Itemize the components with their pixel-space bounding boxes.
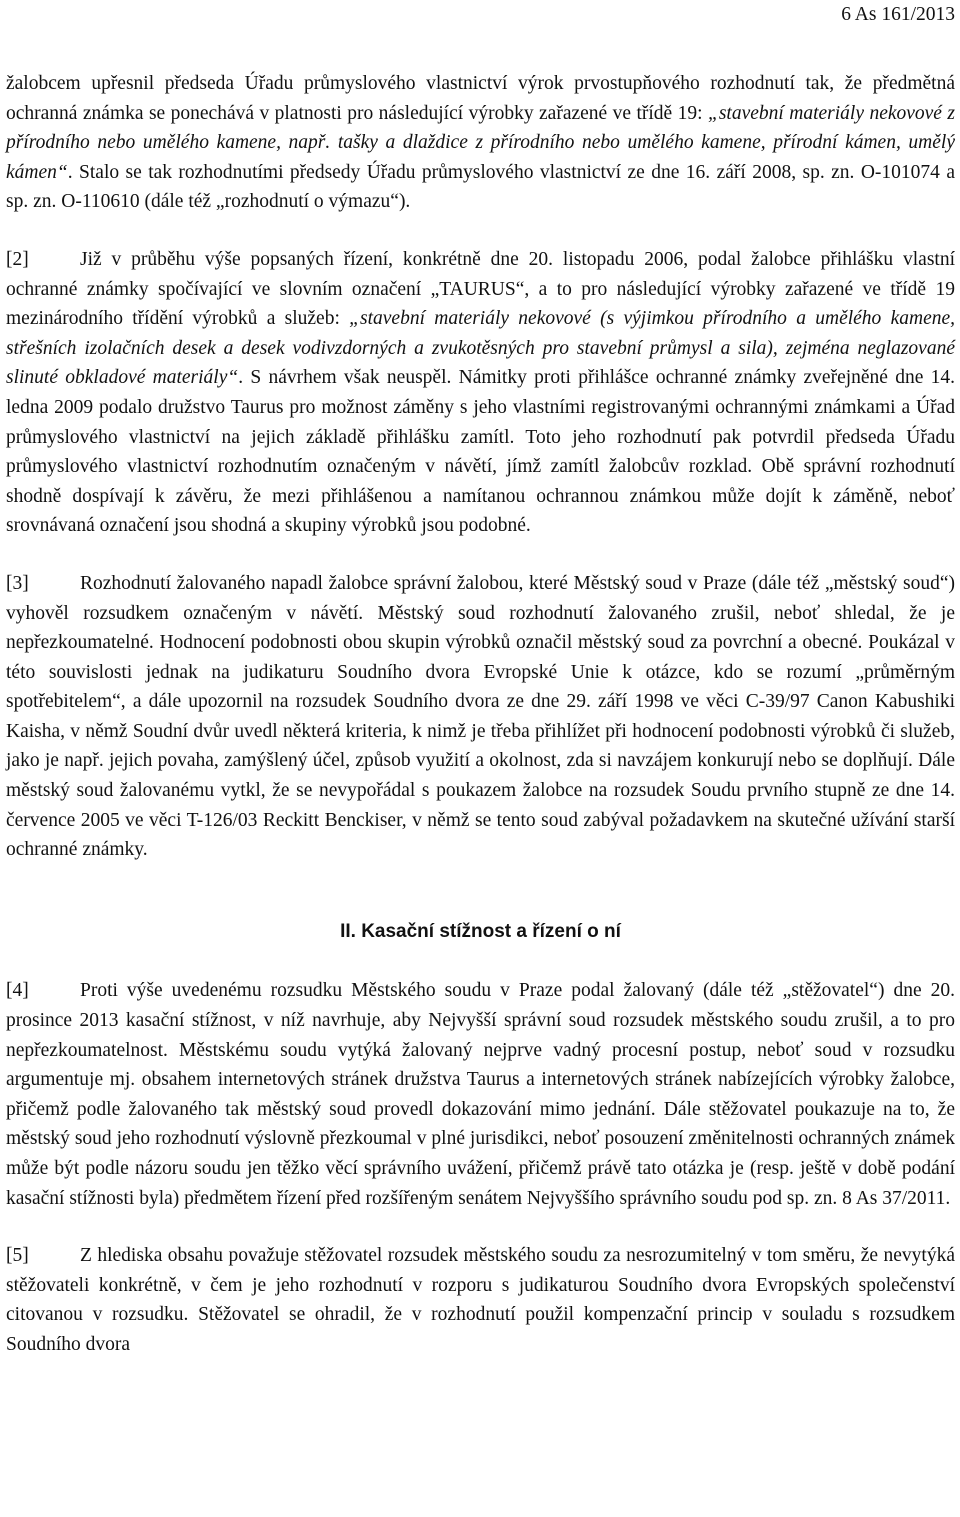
- paragraph-text: . S návrhem však neuspěl. Námitky proti přihlášce ochranné známky zveřejněné dne 14. ledna 2009 podalo družstvo Taurus pro možnost záměny s jeho vlastními registrovanými ochrannými známkami a Úřad průmyslového vlastnictví na jejich základě přihlášku zamítl. Toto jeho rozhodnutí pak potvrdil předseda Úřadu průmyslového vlastnictví rozhodnutím označeným v návětí, jímž zamítl žalobcův rozklad. Obě správní rozhodnutí shodně dospívají k závěru, že mezi přihlášenou a namítanou ochrannou známkou může dojít k záměně, neboť srovnávaná označení jsou shodná a skupiny výrobků jsou podobné.: [6, 367, 955, 537]
- case-number-header: 6 As 161/2013: [841, 4, 955, 25]
- paragraph-continuation: [6, 69, 955, 217]
- paragraph-text: Rozhodnutí žalovaného napadl žalobce správní žalobou, které Městský soud v Praze (dále též „městský soud“) vyhověl rozsudkem označeným v návětí. Městský soud rozhodnutí žalovaného zrušil, neboť shledal, že je nepřezkoumatelné. Hodnocení podobnosti obou skupin výrobků označil městský soud za povrchní a obecné. Poukázal v této souvislosti jednak na judikaturu Soudního dvora Evropské Unie k otázce, kdo se rozumí „průměrným spotřebitelem“, a dále upozornil na rozsudek Soudního dvora ze dne 29. září 1998 ve věci C-39/97 Canon Kabushiki Kaisha, v němž Soudní dvůr uvedl některá kriteria, k nimž je třeba přihlížet při hodnocení podobnosti výrobků či služeb, jako je např. jejich povaha, zamýšlený účel, způsob využití a okolnost, zda si navzájem konkurují nebo se doplňují. Dále městský soud žalovanému vytkl, že se nevypořádal s poukazem žalobce na rozsudek Soudu prvního stupně ze dne 14. července 2005 ve věci T-126/03 Reckitt Benckiser, v němž se tento soud zabýval požadavkem na skutečné užívání starší ochranné známky.: [6, 572, 955, 861]
- paragraph-3: [6, 569, 955, 865]
- paragraph-text: . Stalo se tak rozhodnutími předsedy Úřadu průmyslového vlastnictví ze dne 16. září 2008, sp. zn. O-101074 a sp. zn. O-110610 (dále též „rozhodnutí o výmazu“).: [6, 161, 955, 213]
- paragraph-text: žalobcem upřesnil předseda Úřadu průmyslového vlastnictví výrok prvostupňového rozhodnutí tak, že předmětná ochranná známka se ponechává v platnosti pro následující výrobky zařazené ve třídě 19:: [6, 73, 955, 124]
- paragraph-5: [6, 1241, 955, 1359]
- paragraph-4: [6, 976, 955, 1213]
- quoted-goods-list: „stavební materiály nekovové (s výjimkou přírodního a umělého kamene, střešních izolačních desek a desek vodivzdorných a zvukotěsných pro stavební průmysl a sila), zejména neglazované slinuté obkladové materiály“: [6, 308, 956, 389]
- paragraph-number: [3]: [6, 572, 29, 594]
- section-heading: II. Kasační stížnost a řízení o ní: [340, 920, 621, 942]
- paragraph-2: [6, 245, 955, 541]
- paragraph-number: [2]: [6, 248, 29, 270]
- document-page: [6, 0, 955, 1360]
- paragraph-text: Proti výše uvedenému rozsudku Městského soudu v Praze podal žalovaný (dále též „stěžovatel“) dne 20. prosince 2013 kasační stížnost, v níž navrhuje, aby Nejvyšší správní soud rozsudek městského soudu zrušil, a to pro nepřezkoumatelnost. Městskému soudu vytýká žalovaný nejprve vadný procesní postup, neboť soud v rozsudku argumentuje mj. obsahem internetových stránek družstva Taurus a internetových stránek nabízejících výrobky žalobce, přičemž podle žalovaného tak městský soud provedl dokazování mimo jednání. Dále stěžovatel poukazuje na to, že městský soud jeho rozhodnutí výslovně přezkoumal v plné jurisdikci, neboť posouzení změnitelnosti ochranných známek může být podle názoru soudu jen těžko věcí správního uvážení, přičemž právě tato otázka je (resp. ještě v době podání kasační stížnosti byla) předmětem řízení před rozšířeným senátem Nejvyššího správního soudu pod sp. zn. 8 As 37/2011.: [6, 980, 955, 1209]
- quoted-goods-list: „stavební materiály nekovové z přírodního nebo umělého kamene, např. tašky a dlaždice z přírodního nebo umělého kamene, přírodní kámen, umělý kámen“: [6, 102, 955, 183]
- paragraph-number: [4]: [6, 980, 29, 1002]
- paragraph-text: Z hlediska obsahu považuje stěžovatel rozsudek městského soudu za nesrozumitelný v tom směru, že nevytýká stěžovateli konkrétně, v čem je jeho rozhodnutí v rozporu s judikaturou Soudního dvora Evropských společenství citovanou v rozsudku. Stěžovatel se ohradil, že v rozhodnutí použil kompenzační princip v souladu s rozsudkem Soudního dvora: [6, 1245, 955, 1355]
- paragraph-number: [5]: [6, 1245, 29, 1267]
- paragraph-text: Již v průběhu výše popsaných řízení, konkrétně dne 20. listopadu 2006, podal žalobce přihlášku vlastní ochranné známky spočívající ve slovním označení „TAURUS“, a to pro následující výrobky zařazené ve třídě 19 mezinárodního třídění výrobků a služeb:: [6, 248, 955, 330]
